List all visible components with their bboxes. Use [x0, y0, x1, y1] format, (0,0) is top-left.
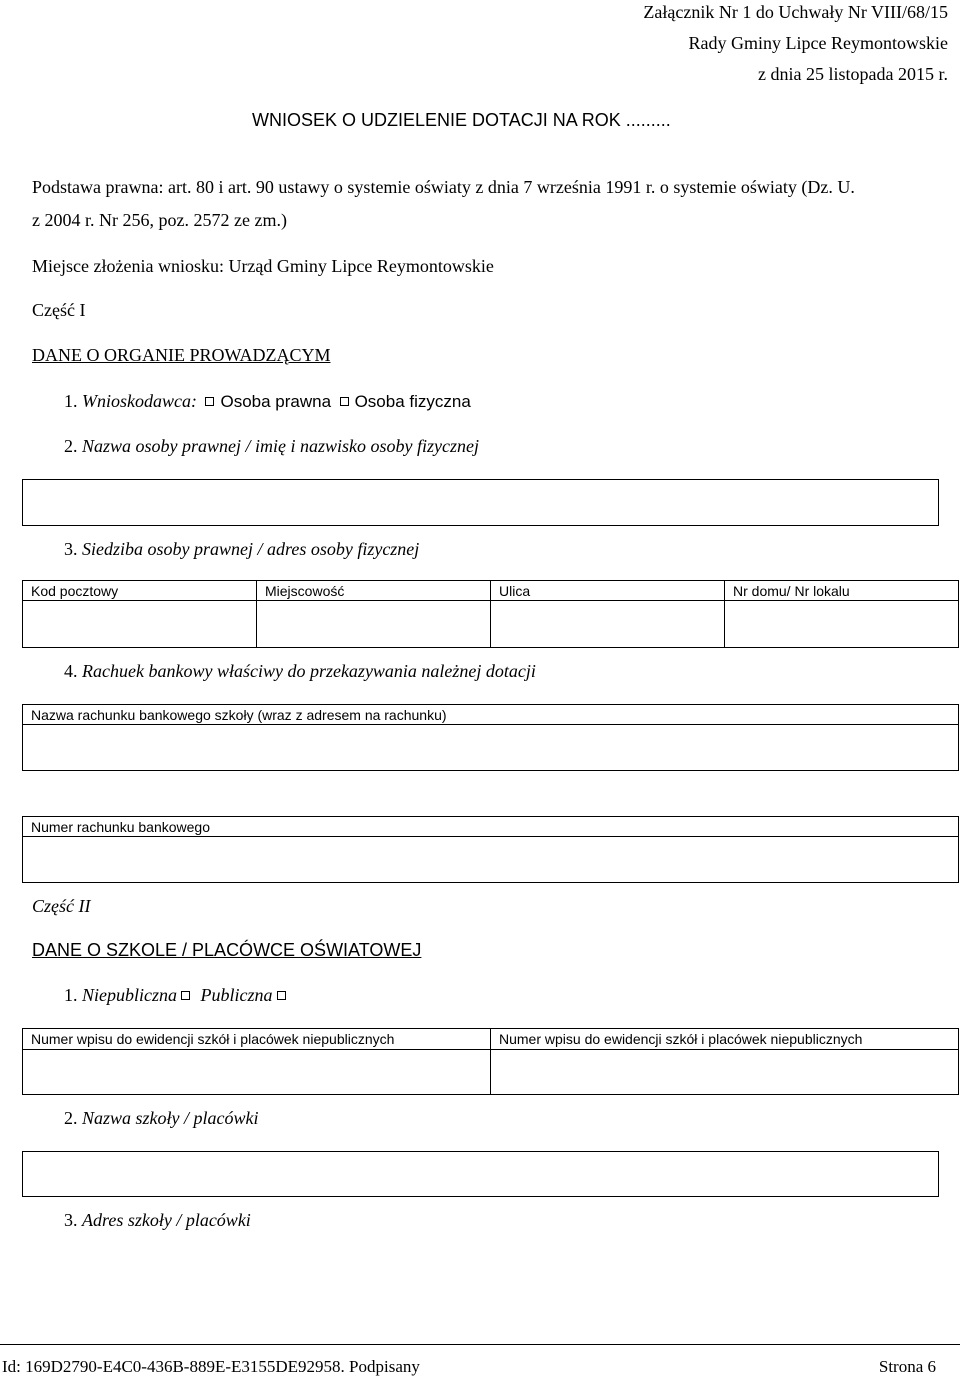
- part2-heading: Część II: [32, 896, 91, 916]
- q2-number: 2.: [64, 436, 78, 456]
- attachment-header-line1: Załącznik Nr 1 do Uchwały Nr VIII/68/15: [643, 2, 948, 22]
- postal-code-field[interactable]: [22, 600, 257, 648]
- registry-number-header-1: Numer wpisu do ewidencji szkół i placówek niepublicznych: [22, 1028, 491, 1050]
- q1-number: 1.: [64, 391, 78, 411]
- school-name-field[interactable]: [22, 1151, 939, 1197]
- bank-account-name-header: Nazwa rachunku bankowego szkoły (wraz z adresem na rachunku): [22, 704, 959, 725]
- part1-subheading: DANE O ORGANIE PROWADZĄCYM: [32, 345, 331, 365]
- non-public-checkbox[interactable]: [181, 991, 190, 1000]
- registry-number-field-2[interactable]: [490, 1049, 959, 1095]
- street-header: Ulica: [490, 580, 725, 601]
- p2-q3-number: 3.: [64, 1210, 78, 1230]
- legal-basis-line1: Podstawa prawna: art. 80 i art. 90 ustawy o systemie oświaty z dnia 7 września 1991 r. o systemie oświaty (Dz. U.: [32, 177, 855, 197]
- q3-number: 3.: [64, 539, 78, 559]
- registry-number-header-2: Numer wpisu do ewidencji szkół i placówek niepublicznych: [490, 1028, 959, 1050]
- registry-number-field-1[interactable]: [22, 1049, 491, 1095]
- attachment-header-line3: z dnia 25 listopada 2015 r.: [758, 64, 948, 84]
- city-header: Miejscowość: [256, 580, 491, 601]
- q4-number: 4.: [64, 661, 78, 681]
- submission-place: Miejsce złożenia wniosku: Urząd Gminy Lipce Reymontowskie: [32, 256, 494, 276]
- attachment-header-line2: Rady Gminy Lipce Reymontowskie: [688, 33, 948, 53]
- document-title: WNIOSEK O UDZIELENIE DOTACJI NA ROK .........: [252, 110, 671, 130]
- public-checkbox[interactable]: [277, 991, 286, 1000]
- part1-question3: [64, 539, 419, 560]
- natural-person-checkbox[interactable]: [340, 397, 349, 406]
- house-number-field[interactable]: [724, 600, 959, 648]
- bank-account-number-field[interactable]: [22, 836, 959, 883]
- legal-basis-line2: z 2004 r. Nr 256, poz. 2572 ze zm.): [32, 210, 287, 230]
- non-public-option: Niepubliczna: [82, 985, 177, 1005]
- applicant-label: Wnioskodawca:: [82, 391, 197, 411]
- part2-question3: [64, 1210, 251, 1231]
- part1-question2: [64, 436, 479, 457]
- applicant-name-label: Nazwa osoby prawnej / imię i nazwisko osoby fizycznej: [82, 436, 479, 456]
- p2-q2-number: 2.: [64, 1108, 78, 1128]
- bank-account-name-field[interactable]: [22, 724, 959, 771]
- part1-heading: Część I: [32, 300, 86, 320]
- part2-subheading: DANE O SZKOLE / PLACÓWCE OŚWIATOWEJ: [32, 940, 422, 960]
- city-field[interactable]: [256, 600, 491, 648]
- house-number-header: Nr domu/ Nr lokalu: [724, 580, 959, 601]
- part1-question1: [64, 391, 471, 412]
- page-number: Strona 6: [878, 1357, 936, 1376]
- street-field[interactable]: [490, 600, 725, 648]
- postal-code-header: Kod pocztowy: [22, 580, 257, 601]
- legal-person-checkbox[interactable]: [205, 397, 214, 406]
- part1-question4: [64, 661, 536, 682]
- document-id: Id: 169D2790-E4C0-436B-889E-E3155DE92958. Podpisany: [2, 1357, 420, 1376]
- legal-person-option: Osoba prawna: [220, 392, 332, 411]
- part2-question2: [64, 1108, 259, 1129]
- footer-divider: [0, 1344, 960, 1345]
- part2-question1: [64, 985, 292, 1006]
- bank-account-number-header: Numer rachunku bankowego: [22, 816, 959, 837]
- applicant-address-label: Siedziba osoby prawnej / adres osoby fizycznej: [82, 539, 420, 559]
- p2-q1-number: 1.: [64, 985, 78, 1005]
- bank-account-label: Rachuek bankowy właściwy do przekazywania należnej dotacji: [82, 661, 536, 681]
- school-name-label: Nazwa szkoły / placówki: [82, 1108, 259, 1128]
- applicant-name-field[interactable]: [22, 479, 939, 526]
- school-address-label: Adres szkoły / placówki: [82, 1210, 251, 1230]
- public-option: Publiczna: [200, 985, 273, 1005]
- natural-person-option: Osoba fizyczna: [354, 392, 471, 411]
